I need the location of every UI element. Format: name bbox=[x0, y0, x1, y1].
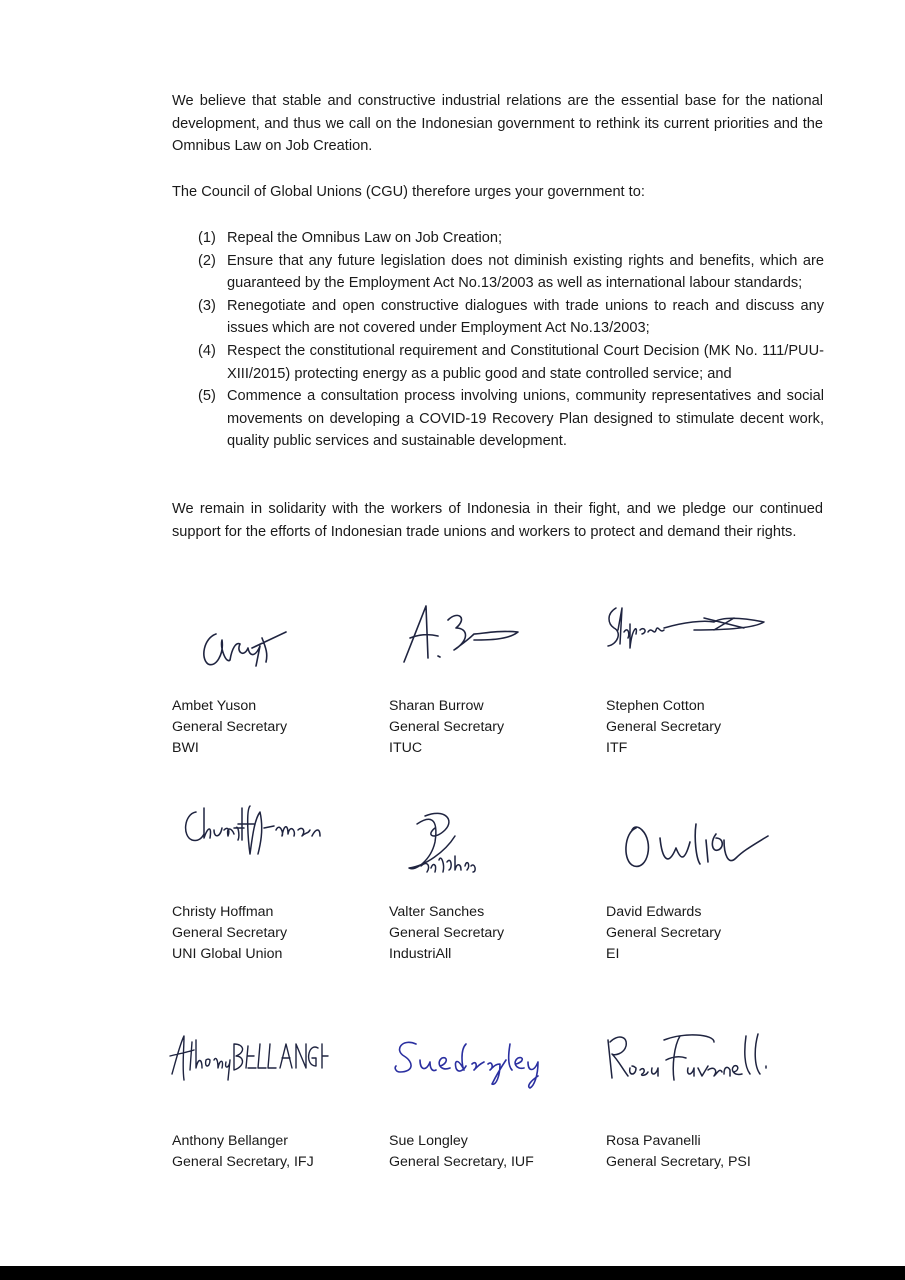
signature-david-edwards bbox=[620, 818, 780, 876]
demand-item bbox=[198, 340, 824, 385]
paragraph-cgu-urges: The Council of Global Unions (CGU) therefore urges your government to: bbox=[172, 184, 645, 200]
signatory-title: General Secretary bbox=[172, 925, 288, 941]
demand-text: Renegotiate and open constructive dialogues with trade unions to reach and discuss any issues which are not covered under Employment Act No.13/2003; bbox=[227, 297, 824, 337]
demand-item bbox=[198, 295, 824, 340]
signatory-name: Sue Longley bbox=[389, 1133, 468, 1149]
signature-rosa-pavanelli bbox=[604, 1026, 804, 1086]
signatory-name: Ambet Yuson bbox=[172, 698, 257, 714]
signatory-sharan-burrow bbox=[389, 696, 504, 759]
signatory-org: EI bbox=[606, 946, 620, 962]
signatory-org: ITUC bbox=[389, 740, 423, 756]
signatory-name: Christy Hoffman bbox=[172, 904, 274, 920]
signatory-title: General Secretary bbox=[389, 925, 505, 941]
signatory-name: Stephen Cotton bbox=[606, 698, 705, 714]
signatory-org: ITF bbox=[606, 740, 628, 756]
signatory-title: General Secretary bbox=[389, 719, 505, 735]
signature-valter-sanches bbox=[405, 806, 495, 882]
signature-christy-hoffman bbox=[180, 800, 340, 860]
signatory-org: IndustriAll bbox=[389, 946, 452, 962]
signatory-title: General Secretary bbox=[606, 925, 722, 941]
demand-number: (2) bbox=[198, 252, 216, 269]
demand-item bbox=[198, 385, 824, 453]
signatory-valter-sanches bbox=[389, 902, 504, 965]
demand-item bbox=[198, 227, 824, 250]
demand-number: (3) bbox=[198, 297, 216, 314]
signatory-title: General Secretary, IFJ bbox=[172, 1154, 314, 1170]
signatory-ambet-yuson bbox=[172, 696, 287, 759]
signature-sue-longley bbox=[392, 1036, 562, 1092]
signatory-david-edwards bbox=[606, 902, 721, 965]
signatory-name: Rosa Pavanelli bbox=[606, 1133, 701, 1149]
demand-text: Respect the constitutional requirement and Constitutional Court Decision (MK No. 111/PUU-XIII/2015) protecting energy as a public good and state controlled service; and bbox=[227, 342, 824, 382]
signatory-org: BWI bbox=[172, 740, 199, 756]
demand-number: (5) bbox=[198, 388, 216, 405]
signatory-org: UNI Global Union bbox=[172, 946, 283, 962]
demand-text: Commence a consultation process involving unions, community representatives and social movements on developing a COVID-19 Recovery Plan designed to stimulate decent work, quality public services and sustainable development. bbox=[227, 388, 824, 450]
paragraph-industrial-relations: We believe that stable and constructive industrial relations are the essential base for the national development, and thus we call on the Indonesian government to rethink its current priorities and the Omnibus Law on Job Creation. bbox=[172, 93, 823, 155]
signatory-christy-hoffman bbox=[172, 902, 287, 965]
signatory-title: General Secretary, IUF bbox=[389, 1154, 534, 1170]
signature-sharan-burrow bbox=[398, 600, 528, 670]
demand-number: (1) bbox=[198, 230, 216, 246]
demand-number: (4) bbox=[198, 342, 216, 359]
signatory-stephen-cotton bbox=[606, 696, 721, 759]
signatory-title: General Secretary bbox=[172, 719, 288, 735]
paragraph-solidarity: We remain in solidarity with the workers of Indonesia in their fight, and we pledge our continued support for the efforts of Indonesian trade unions and workers to protect and demand their rights. bbox=[172, 501, 823, 540]
demand-item bbox=[198, 250, 824, 295]
demand-text: Repeal the Omnibus Law on Job Creation; bbox=[227, 230, 503, 246]
signatory-name: Valter Sanches bbox=[389, 904, 485, 920]
signatory-rosa-pavanelli bbox=[606, 1131, 751, 1173]
signature-ambet-yuson bbox=[196, 618, 296, 674]
signature-stephen-cotton bbox=[604, 604, 774, 652]
signatory-title: General Secretary bbox=[606, 719, 722, 735]
demands-list bbox=[198, 227, 824, 453]
signatory-title: General Secretary, PSI bbox=[606, 1154, 751, 1170]
signatory-name: David Edwards bbox=[606, 904, 702, 920]
bottom-black-bar bbox=[0, 1266, 905, 1280]
signatory-name: Anthony Bellanger bbox=[172, 1133, 288, 1149]
demand-text: Ensure that any future legislation does not diminish existing rights and benefits, which are guaranteed by the Employment Act No.13/2003 as well as international labour standards; bbox=[227, 252, 824, 292]
signatory-anthony-bellanger bbox=[172, 1131, 314, 1173]
signatory-sue-longley bbox=[389, 1131, 534, 1173]
signatory-name: Sharan Burrow bbox=[389, 698, 484, 714]
signature-anthony-bellanger bbox=[168, 1030, 328, 1086]
